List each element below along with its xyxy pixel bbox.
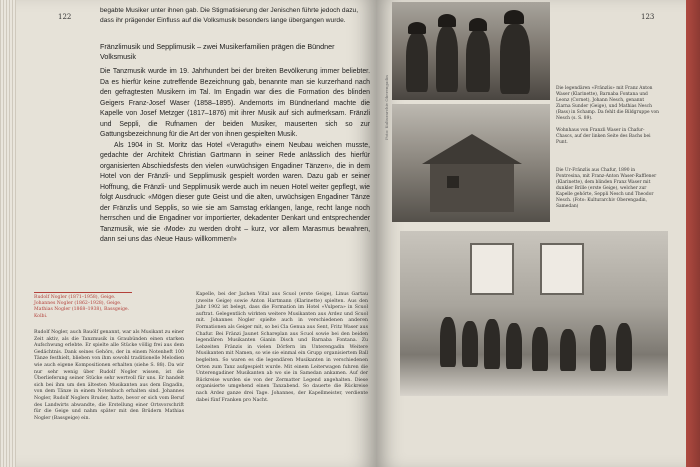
figure-hat (408, 22, 426, 34)
figure (440, 317, 456, 367)
building-window (470, 243, 514, 295)
house-window (447, 176, 459, 188)
caption-2: Wohnhaus von Franzli Waser in Chafur-Chascs, auf der linken Seite des Bachs bei Punt. (556, 128, 651, 145)
figure (616, 323, 632, 371)
figure (560, 329, 576, 371)
figure-hat (504, 10, 524, 24)
figure (590, 325, 606, 371)
book-cover-edge (686, 0, 700, 467)
sidebar-caption: Rudolf Nogler (1871–1958), Geige. Johannes Nogler (1862–1928), Geige. Mathias Nogler (1868–1938), Bassgeige. Kolbi. (34, 292, 132, 320)
paragraph-2: Als 1904 in St. Moritz das Hotel «Veraguth» einem Neubau weichen musste, gedachte der Architekt Christian Gartmann in seiner Rede anlässlich des hierfür organisierten Abschiedsfests den vielen «urwüchsigen Engadiner Tänzen», die in dem Hotel von der Fränzli- und Sepplimusik gespielt worden waren. Dazu gab er seiner Hoffnung, die Fränzli- und Sepplimusik werde auch im neuen Hotel weiter gepflegt, wie folgt Ausdruck: «Mögen dieser gute Geist und die alten, urwüchsigen Engadiner Tänze der Fränzlis und Sepplis, so wie sie am Samstag erklangen, lange, recht lange noch herrschen und die Engadiner vor importierter, dekadenter Denkart und entsprechender Tanzmusik, wie sie ‹Mode› zu werden droht – kurz, vor allem Marasmus bewahren, dann sei uns das ‹Neue Haus› willkommen!» (100, 141, 370, 243)
paragraph-1: Die Tanzmusik wurde im 19. Jahrhundert bei der breiten Bevölkerung immer beliebter. Da es hierfür keine zutreffende Bezeichnung gab, benannte man sie kurzerhand nach den gefragtesten Musikern im Tal. Im Engadin war dies die Formation des blinden Geigers Franz-Josef Waser (1858–1895). Andernorts im Bündnerland machte die Kapelle von Josef Metzger (1817–1876) mit ihrer Musik auf sich aufmerksam. Fränzli und Seppli, die Rufnamen der beiden Musiker, mauserten sich so zur Gattungsbezeichnung für die Art der von ihnen gespielten Musik. (100, 68, 370, 138)
page-edges (0, 0, 16, 467)
figure (484, 319, 500, 369)
photo-musicians-group (392, 2, 550, 100)
building-window (540, 243, 584, 295)
house-wall (430, 164, 514, 212)
caption-3: Die Ur-Fränzlis aus Chafur, 1890 in Pontresina, mit Franz-Anton Waser-Rafflener (Klarinette), dem blinden Franz Waser mit dunkler Brille (erste Geige), welcher zur Kapelle gehörte, Seppli Nesch und Theodor Nesch. (Foto: Kulturarchiv Oberengadin, Samedan) (556, 168, 657, 209)
figure (532, 327, 548, 371)
house-roof (422, 134, 522, 164)
figure-hat (469, 18, 487, 31)
photo-credit: Foto: Kulturarchiv Oberengadin (384, 75, 389, 140)
lead-paragraph: begabte Musiker unter ihnen gab. Die Stigmatisierung der Jenischen führte jedoch dazu, dass ihr prägender Einfluss auf die Volksmusik besonders lange übergangen wurde. (100, 7, 359, 24)
figure (506, 323, 522, 369)
second-column-text: Kapelle, bei der Jachen Vital aus Scuol (erste Geige), Linus Gartau (zweite Geige) sowie Anton Hartmann (Klarinette) spielten. Aus den Jahr 1902 ist belegt, dass die Formation im Hotel «Vulpera» in Scuol auftrat. Gelegentlich wirkten weitere Musikanten aus Ardez und Scuol mit. Johannes Nogler spielte auch in verschiedenen anderen Formationen als Geiger mit, so bei Cla Genua aus Sent, Fritz Waser aus Chafur. Bei Fränzi Jaunet Schareplan aus Scuol sowie bei den beiden legendären Musikanten Gianin Disch und Barnaba Fontana. Zu Lebzeiten Fränzis in vielen Dörfern im Unterengadin Weitere Musikanten mit Namen, so wie sie einmal ein Grupp organisiertem Ball begleiten. So waren es die legendären Musikanten in verschiedenen Orten zum Tanz aufgespielt wurde. Mit einem Leiterwagen fuhren die Unterengadiner Musikanten ab wo sie in Samedan ankamen. Auf der Rückreise wurden sie von der Zermatter Legend angehalten. Diese organisierte umgehend einen Tanzabend. So dauerte die Rückreise nach Ardez ganze drei Tage. Johannes, der Kapellmeister, verdiente dabei fünf Franken pro Nacht. (196, 292, 368, 403)
caption-1: Die legendären «Fränzlis» mit Franz Anton Waser (Klarinette), Barnaba Fontana und Leonz (Cornet), Johann Nesch, genannt Ziarna Sunder (Geige), und Mathias Nesch (Bass) in Schamp. Da fehlt die Bildgruppe von Nesch (s. S. 89). (556, 86, 659, 121)
figure (406, 32, 428, 92)
figure-hat (438, 14, 456, 27)
figure (466, 30, 490, 92)
bio-text: Rudolf Nogler, auch Bauölf genannt, war als Musikant zu einer Zeit aktiv, als die Tanzmusik in Graubünden einen starken Aufschwung erlebte. Er spielte alle Stücke völlig frei aus dem Gedächtnis. Dank seines Gehörs, der in einem Notenheft 100 Tänze festhielt, blieben von ihm sowohl traditionelle Melodien wie auch eigene Kompositionen erhalten (siehe S. 88). Da wir nur sehr wenig über Rudolf Nogler wissen, ist die Überlieferung seiner Stücke sehr wertvoll für uns. Er handelt sich bei ihm um den ältesten Musikanten aus dem Engadin, von dem Tänze in einem Notenbuch erhalten sind. Johannes Nogler, Rudolf Noglers Bruder, hatte, bevor er sich vom Beruf des Landwirts abwandte, die Erstellung einer Ortsvorschrift für die Geige und nahm später mit den Brüdern Mathias Nogler (Bassgeige) ein. (34, 330, 185, 421)
page-number-right: 123 (641, 13, 655, 21)
page-number-left: 122 (58, 13, 72, 21)
figure (462, 321, 478, 367)
figure (436, 26, 458, 92)
photo-group-building (400, 231, 668, 396)
main-text (100, 67, 370, 246)
section-title: Fränzlimusik und Sepplimusik – zwei Musikerfamilien prägen die Bündner Volksmusik (100, 42, 335, 61)
photo-wooden-house (392, 104, 550, 222)
figure-with-bass (500, 24, 530, 94)
